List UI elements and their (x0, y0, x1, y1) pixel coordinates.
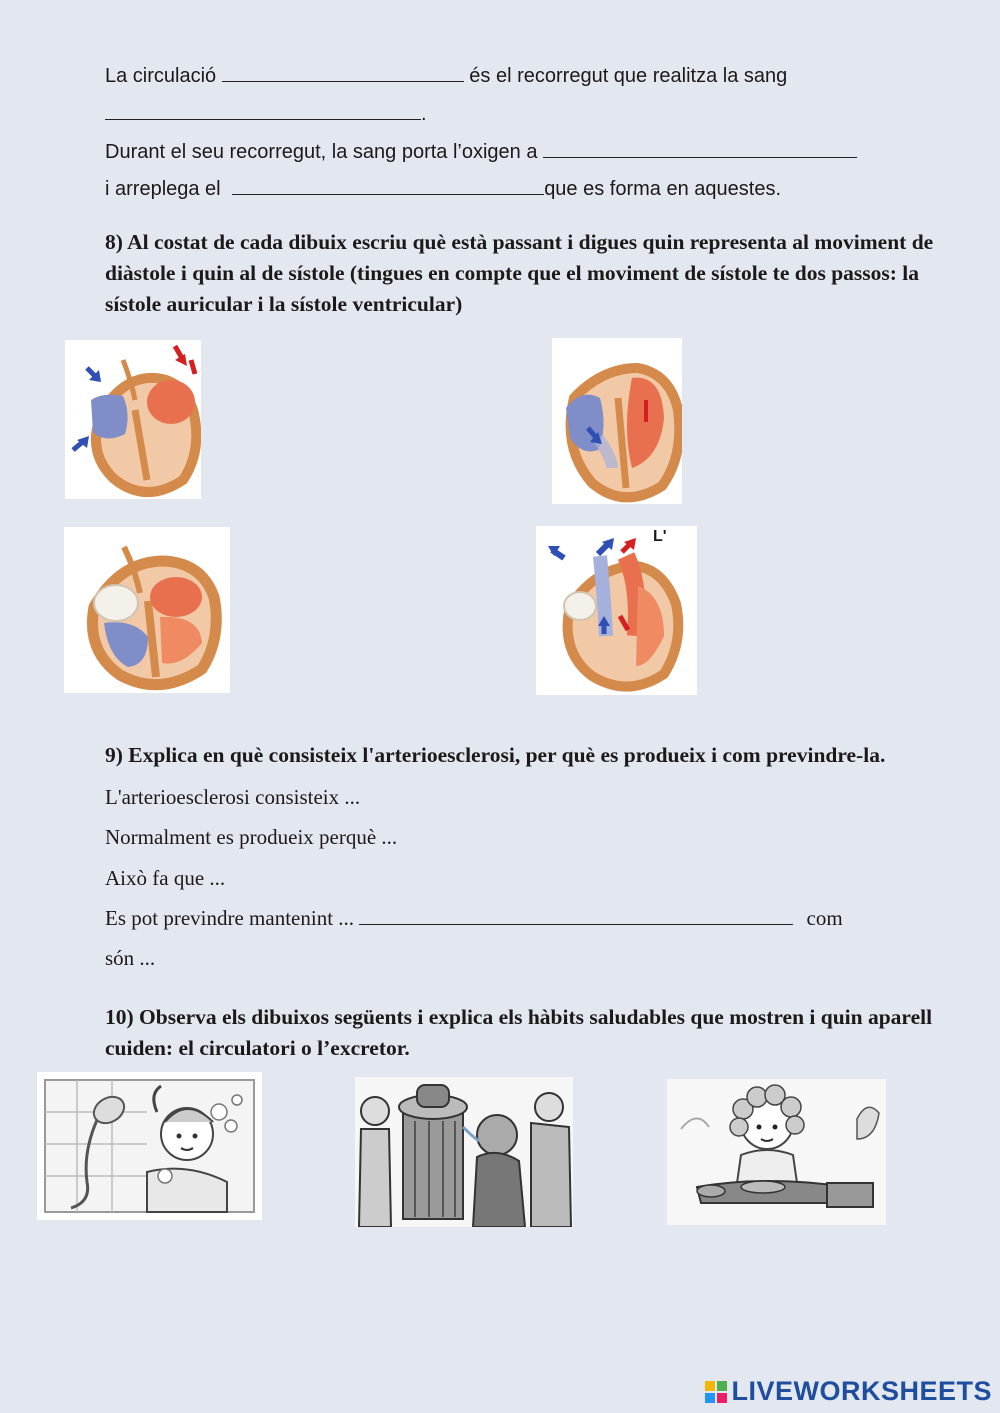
heart-ventricular-systole-drawing (536, 526, 697, 695)
q7-text: és el recorregut que realitza la sang (469, 65, 788, 87)
q7-text: La circulació (105, 65, 217, 87)
answer-blank-oxygen[interactable] (543, 139, 857, 158)
q7-text: . (421, 103, 427, 125)
q7-line-1 (105, 63, 787, 88)
q9-line-4 (105, 906, 843, 931)
habit-image-shower (37, 1072, 262, 1220)
q7-text: i arreplega el (105, 178, 221, 200)
q7-line-3 (105, 139, 857, 164)
answer-blank-waste[interactable] (232, 176, 544, 195)
shower-drawing (37, 1072, 262, 1220)
q9-line-5[interactable]: són ... (105, 946, 156, 970)
heart-auricular-systole-drawing (552, 338, 682, 504)
q9-line-3[interactable]: Això fa que ... (105, 866, 226, 890)
q7-text: Durant el seu recorregut, la sang porta l’oxigen a (105, 141, 538, 163)
q10-heading: 10) Observa els dibuixos següents i explica els hàbits saludables que mostren i quin aparell cuiden: el circulatori o l’excretor. (105, 1005, 933, 1060)
q7-text: que es forma en aquestes. (544, 178, 782, 200)
fountain-drawing (355, 1077, 573, 1227)
heart-image-1 (65, 340, 201, 499)
q8-heading: 8) Al costat de cada dibuix escriu què està passant i digues quin representa al moviment de diàstole i quin al de sístole (tingues en compte que el moviment de sístole te dos passos: la sístole auricular i la sístole ventricular) (105, 230, 934, 316)
heart-image-3 (64, 527, 230, 693)
logo-mark-icon (705, 1381, 727, 1403)
heart-relaxed-drawing (64, 527, 230, 693)
logo-text: LIVEWORKSHEETS (731, 1376, 992, 1406)
image-corner-mark: L' (653, 528, 667, 545)
q9-line-1[interactable]: L'arterioesclerosi consisteix ... (105, 785, 361, 809)
heart-image-2 (552, 338, 682, 504)
heart-image-4 (536, 526, 697, 695)
liveworksheets-logo[interactable] (705, 1376, 992, 1407)
meal-drawing (667, 1079, 886, 1225)
q9-text: com (806, 906, 843, 930)
answer-blank-prevention[interactable] (359, 906, 793, 925)
q9-heading: 9) Explica en què consisteix l'arterioesclerosi, per què es produeix i com previndre-la. (105, 743, 886, 767)
habit-image-meal (667, 1079, 886, 1225)
q9-text: Es pot previndre mantenint ... (105, 906, 355, 930)
habit-image-fountain (355, 1077, 573, 1227)
q7-line-4 (105, 176, 781, 201)
answer-blank-sang-path[interactable] (105, 101, 421, 120)
answer-blank-circulation-type[interactable] (222, 63, 464, 82)
q7-line-2 (105, 101, 427, 126)
q9-line-2[interactable]: Normalment es produeix perquè ... (105, 825, 398, 849)
heart-diastole-drawing (65, 340, 201, 499)
